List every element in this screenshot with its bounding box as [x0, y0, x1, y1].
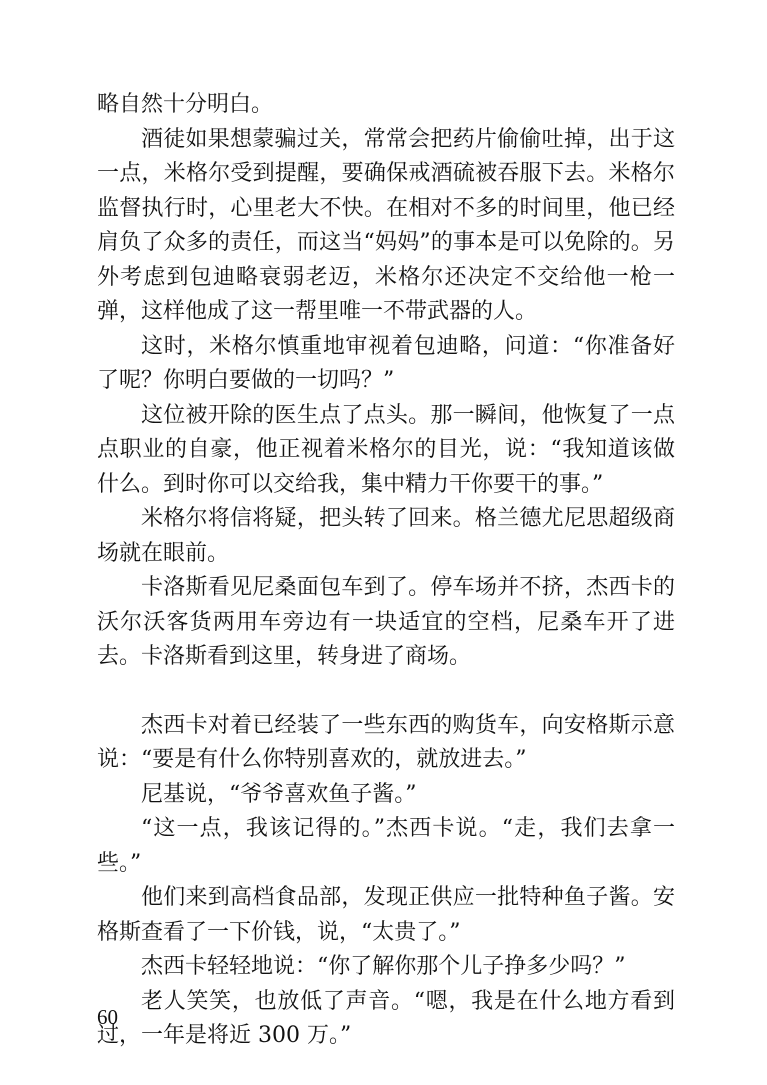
text-section-1 — [97, 88, 675, 675]
paragraph: 杰西卡对着已经装了一些东西的购货车，向安格斯示意说：“要是有什么你特别喜欢的，就放进去。” — [97, 712, 675, 772]
paragraph: 酒徒如果想蒙骗过关，常常会把药片偷偷吐掉，出于这一点，米格尔受到提醒，要确保戒酒硫被吞服下去。米格尔监督执行时，心里老大不快。在相对不多的时间里，他已经肩负了众多的责任，而这当“妈妈”的事本是可以免除的。另外考虑到包迪略衰弱老迈，米格尔还决定不交给他一枪一弹，这样他成了这一帮里唯一不带武器的人。 — [97, 126, 675, 324]
paragraph: 这位被开除的医生点了点头。那一瞬间，他恢复了一点点职业的自豪，他正视着米格尔的目光，说：“我知道该做什么。到时你可以交给我，集中精力干你要干的事。” — [97, 402, 675, 497]
paragraph: 尼基说，“爷爷喜欢鱼子酱。” — [141, 781, 417, 807]
body-text — [97, 88, 675, 1054]
paragraph: 卡洛斯看见尼桑面包车到了。停车场并不挤，杰西卡的沃尔沃客货两用车旁边有一块适宜的空档，尼桑车开了进去。卡洛斯看到这里，转身进了商场。 — [97, 575, 675, 669]
section-break — [97, 675, 675, 709]
paragraph: 他们来到高档食品部，发现正供应一批特种鱼子酱。安格斯查看了一下价钱，说，“太贵了。” — [97, 885, 675, 945]
paragraph: 这时，米格尔慎重地审视着包迪略，问道：“你准备好了呢？你明白要做的一切吗？” — [97, 333, 675, 393]
paragraph: 杰西卡轻轻地说：“你了解你那个儿子挣多少吗？” — [141, 954, 626, 979]
text-section-2 — [97, 709, 675, 1054]
paragraph: 老人笑笑，也放低了声音。“嗯，我是在什么地方看到过，一年是将近 300 万。” — [97, 988, 675, 1048]
paragraph: “这一点，我该记得的。”杰西卡说。“走，我们去拿一些。” — [97, 816, 675, 876]
page-number: 60 — [97, 1005, 118, 1029]
paragraph: 米格尔将信将疑，把头转了回来。格兰德尤尼思超级商场就在眼前。 — [97, 506, 675, 566]
paragraph: 略自然十分明白。 — [97, 92, 274, 117]
